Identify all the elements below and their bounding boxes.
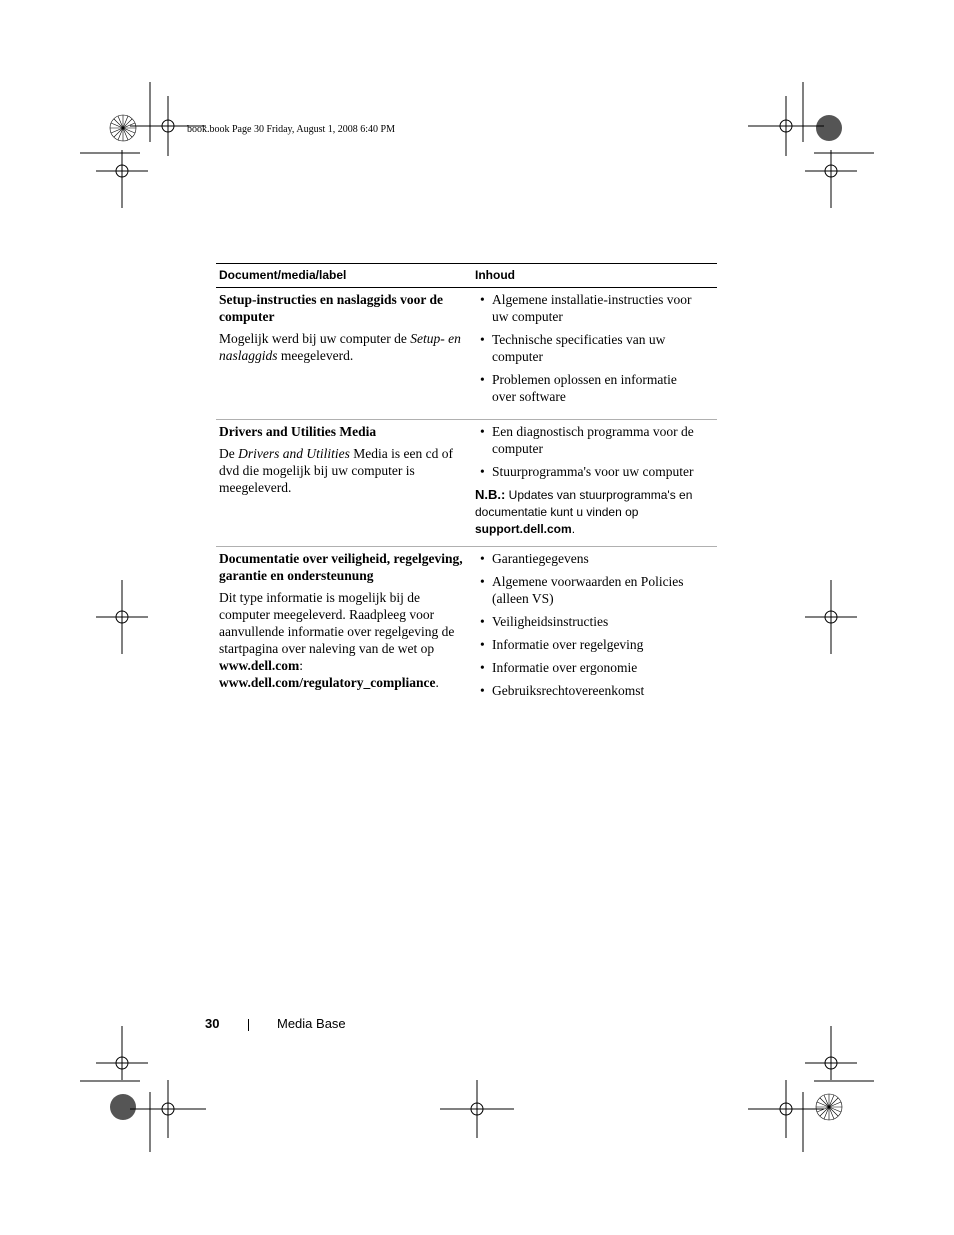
description-text: De xyxy=(219,446,239,461)
contents-cell xyxy=(472,420,717,547)
list-item: • Technische specificaties van uw computer xyxy=(475,331,702,365)
footer-divider xyxy=(248,1019,249,1031)
description-text: Mogelijk werd bij uw computer de xyxy=(219,331,411,346)
table-row xyxy=(216,288,717,420)
list-item: • Problemen oplossen en informatie over software xyxy=(475,371,702,405)
list-item: • Stuurprogramma's voor uw computer xyxy=(475,463,702,480)
document-table xyxy=(216,263,717,713)
column-header-contents: Inhoud xyxy=(472,264,717,288)
list-item: • Garantiegegevens xyxy=(475,550,702,567)
document-cell xyxy=(216,547,472,714)
list-item: • Een diagnostisch programma voor de computer xyxy=(475,423,702,457)
document-cell xyxy=(216,420,472,547)
document-title: Drivers and Utilities Media xyxy=(219,424,377,439)
note-end: . xyxy=(571,522,576,536)
contents-list xyxy=(475,423,714,480)
list-item: • Informatie over regelgeving xyxy=(475,636,702,653)
contents-list xyxy=(475,291,714,405)
contents-list xyxy=(475,550,714,699)
contents-cell xyxy=(472,547,717,714)
table-row xyxy=(216,420,717,547)
dell-link[interactable]: www.dell.com xyxy=(219,658,300,673)
starburst-bottom-left xyxy=(110,1094,136,1120)
starburst-top-left xyxy=(110,115,136,141)
description-text: . xyxy=(435,675,439,690)
note-text: Updates van stuurprogramma's en documentatie kunt u vinden op xyxy=(475,488,693,519)
contents-cell xyxy=(472,288,717,420)
note-label: N.B.: xyxy=(475,487,506,502)
page-number: 30 xyxy=(205,1016,220,1031)
note xyxy=(475,486,705,538)
print-header: book.book Page 30 Friday, August 1, 2008 6:40 PM xyxy=(187,124,395,135)
document-description xyxy=(219,589,469,691)
regulatory-compliance-link[interactable]: www.dell.com/regulatory_compliance xyxy=(219,675,436,690)
document-description xyxy=(219,445,469,496)
description-emphasis: Drivers and Utilities xyxy=(238,446,350,461)
column-header-document: Document/media/label xyxy=(216,264,472,288)
starburst-top-right xyxy=(816,115,842,141)
document-description xyxy=(219,330,469,364)
document-cell xyxy=(216,288,472,420)
description-emphasis: Setup- en naslaggids xyxy=(219,331,461,363)
table-header-row xyxy=(216,264,717,288)
description-text: : xyxy=(299,658,304,673)
description-text: meegeleverd. xyxy=(277,348,354,363)
document-title: Setup-instructies en naslaggids voor de computer xyxy=(219,292,444,324)
list-item: • Informatie over ergonomie xyxy=(475,659,702,676)
list-item: • Veiligheidsinstructies xyxy=(475,613,702,630)
list-item: • Algemene voorwaarden en Policies (alleen VS) xyxy=(475,573,702,607)
support-link[interactable]: support.dell.com xyxy=(475,522,572,536)
description-text: Dit type informatie is mogelijk bij de computer meegeleverd. Raadpleeg voor aanvullende informatie over regelgeving de startpagina over naleving van de wet op xyxy=(219,590,455,656)
section-title: Media Base xyxy=(277,1016,346,1031)
starburst-bottom-right xyxy=(816,1094,842,1120)
list-item: • Gebruiksrechtovereenkomst xyxy=(475,682,702,699)
description-text: Media is een cd of dvd die mogelijk bij uw computer is meegeleverd. xyxy=(219,446,453,495)
list-item: • Algemene installatie-instructies voor uw computer xyxy=(475,291,702,325)
document-title: Documentatie over veiligheid, regelgeving, garantie en ondersteunung xyxy=(219,551,463,583)
table-row xyxy=(216,547,717,714)
